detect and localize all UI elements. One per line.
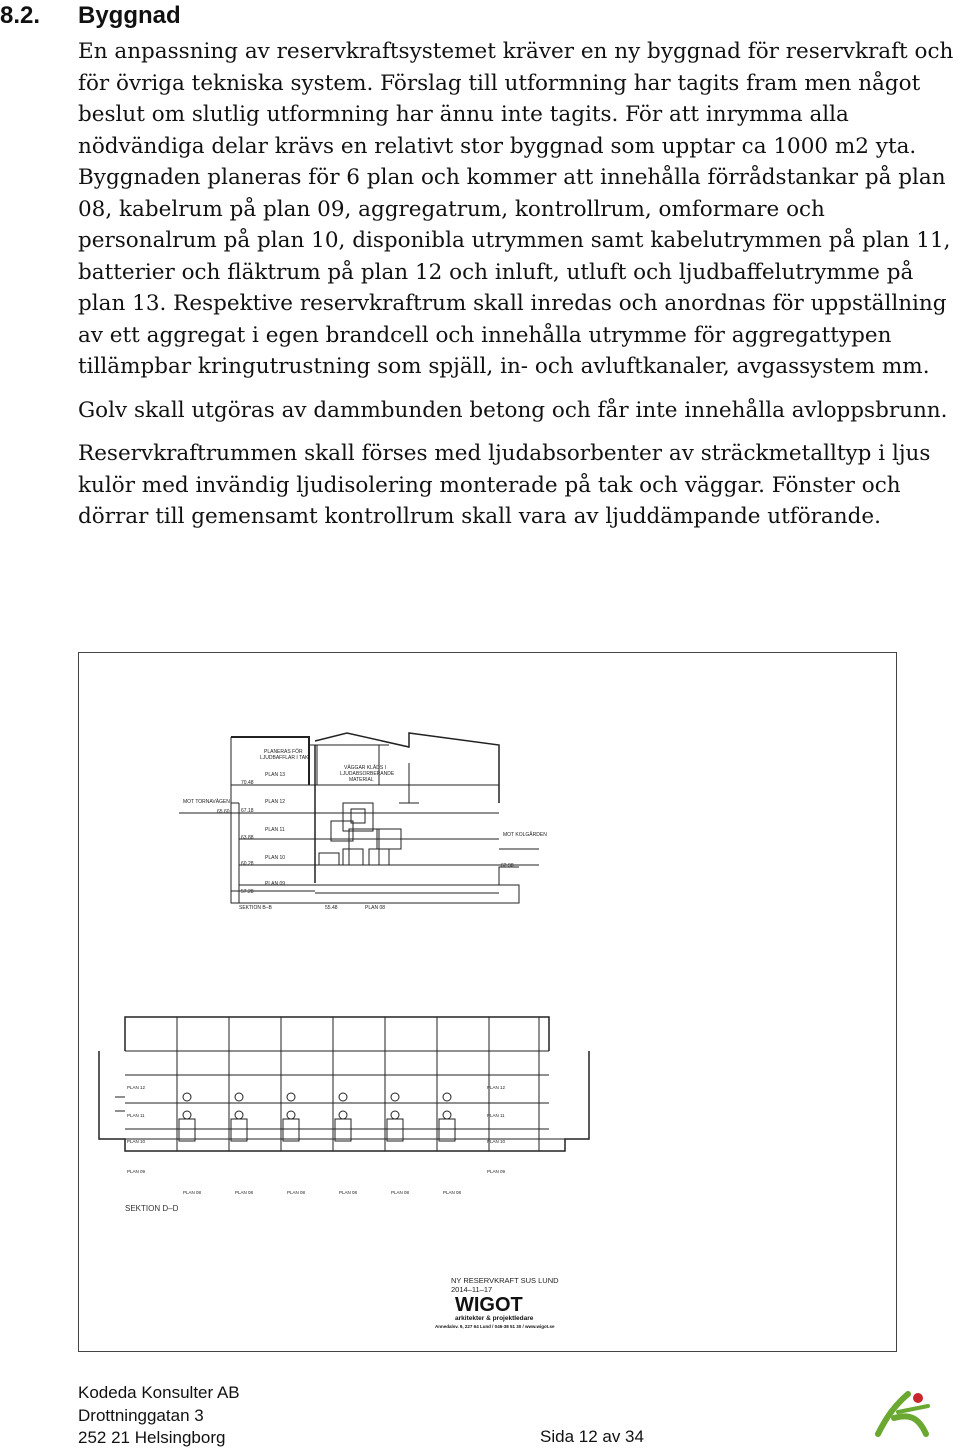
level-plan-12: PLAN 12 (265, 799, 286, 805)
paragraph-floor: Golv skall utgöras av dammbunden betong och får inte innehålla avloppsbrunn. (78, 397, 948, 423)
elevation-7: 65.60 (217, 809, 230, 815)
dd-plan-10-right: PLAN 10 (487, 1139, 506, 1144)
note-material: MATERIAL (349, 777, 374, 783)
elevation-5: 57.28 (241, 889, 254, 895)
drawing-svg (79, 653, 896, 1351)
elevation-1: 70.48 (241, 780, 254, 786)
section-b-b-linework (179, 733, 539, 903)
level-plan-13: PLAN 13 (265, 772, 286, 778)
elevation-2: 67.18 (241, 808, 254, 814)
footer-address (78, 1382, 240, 1450)
section-d-d-labels (125, 1085, 506, 1213)
dd-plan-10-left: PLAN 10 (127, 1139, 146, 1144)
dd-plan-08-6: PLAN 08 (443, 1190, 462, 1195)
section-heading (0, 0, 960, 30)
note-planeras: PLANERAS FÖR (264, 749, 303, 755)
dd-plan-08-5: PLAN 08 (391, 1190, 410, 1195)
note-ljudabs: LJUDABSORBERANDE (340, 771, 395, 777)
dd-plan-09-right: PLAN 09 (487, 1169, 506, 1174)
firm-address: Annedalsv. 9, 227 64 Lund / 046-38 51 30 / www.wigot.se (435, 1324, 555, 1329)
elevation-6: 55.48 (325, 905, 338, 911)
section-number: 8.2. (0, 2, 41, 29)
footer-company: Kodeda Konsulter AB (78, 1383, 240, 1402)
dd-plan-08-3: PLAN 08 (287, 1190, 306, 1195)
note-ljudbafflar: LJUDBAFFLAR I TAK (260, 755, 309, 761)
dd-plan-12-left: PLAN 12 (127, 1085, 146, 1090)
firm-subtitle: arkitekter & projektledare (455, 1315, 534, 1322)
firm-name: WIGOT (455, 1294, 523, 1316)
dd-plan-08-1: PLAN 08 (183, 1190, 202, 1195)
section-b-b-title: SEKTION B–B (239, 905, 272, 911)
section-title: Byggnad (78, 2, 181, 29)
level-plan-10: PLAN 10 (265, 855, 286, 861)
elevation-4: 60.28 (241, 861, 254, 867)
page-number: Sida 12 av 34 (540, 1427, 644, 1446)
footer-street: Drottninggatan 3 (78, 1405, 204, 1425)
level-plan-09: PLAN 09 (265, 881, 286, 887)
logo-icon (868, 1388, 938, 1440)
paragraph-intro: En anpassning av reservkraftsystemet kräver en ny byggnad för reservkraft och för övriga tekniska system. Förslag till utformning har tagits fram men något beslut om slutlig utformning har ännu inte tagits. För att inrymma alla nödvändiga delar krävs en relativt stor byggnad som upptar ca 1000 m2 yta. Byggnaden planeras för 6 plan och kommer att innehålla förrådstankar på plan 08, kabelrum på plan 09, aggregatrum, kontrollrum, omformare och personalrum på plan 10, disponibla utrymmen samt kabelutrymmen på plan 11, batterier och fläktrum på plan 12 och inluft, utluft och ljudbaffelutrymme på plan 13. Respektive reservkraftrum skall inredas och anordnas för uppställning av ett aggregat i egen brandcell och innehålla utrymme för aggregattypen tillämpbar kringutrustning som spjäll, in- och avluftkanaler, avgassystem mm. (78, 39, 954, 379)
elevation-8: 62.98 (501, 863, 514, 869)
footer-city: 252 21 Helsingborg (78, 1428, 226, 1447)
section-d-d-linework (99, 1017, 589, 1151)
dd-plan-08-4: PLAN 08 (339, 1190, 358, 1195)
project-date: 2014–11–17 (451, 1285, 493, 1294)
dd-plan-09-left: PLAN 09 (127, 1169, 146, 1174)
project-name: NY RESERVKRAFT SUS LUND (451, 1276, 559, 1285)
dd-plan-11-right: PLAN 11 (487, 1113, 505, 1118)
elevation-3: 63.88 (241, 835, 254, 841)
title-block (435, 1276, 559, 1329)
body-text (78, 36, 958, 545)
level-plan-08: PLAN 08 (365, 905, 386, 911)
building-section-drawing (78, 652, 897, 1352)
dd-plan-12-right: PLAN 12 (487, 1085, 506, 1090)
note-vaggar: VÄGGAR KLÄDS I (344, 765, 386, 771)
dd-plan-11-left: PLAN 11 (127, 1113, 145, 1118)
company-logo (868, 1388, 938, 1440)
road-left-label: MOT TORNAVÄGEN (183, 799, 230, 805)
road-right-label: MOT KOLGÅRDEN (503, 832, 547, 838)
level-plan-11: PLAN 11 (265, 827, 285, 833)
paragraph-acoustics: Reservkraftrummen skall förses med ljudabsorbenter av sträckmetalltyp i ljus kulör med invändig ljudisolering monterade på tak och väggar. Fönster och dörrar till gemensamt kontrollrum skall vara av ljuddämpande utförande. (78, 441, 931, 529)
dd-plan-08-2: PLAN 08 (235, 1190, 254, 1195)
section-d-d-title: SEKTION D–D (125, 1204, 179, 1213)
